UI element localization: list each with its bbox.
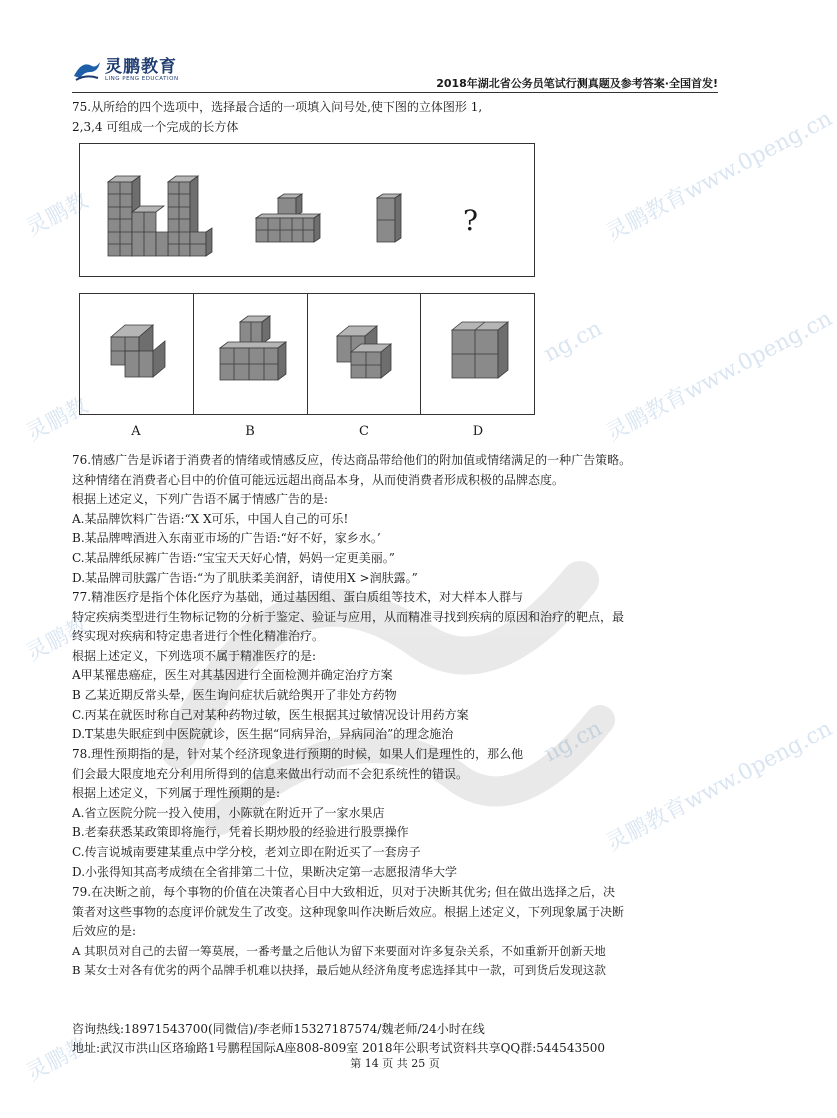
q77-option: B 乙某近期反常头晕，医生询问症状后就给舆开了非处方药物 [72,687,397,702]
page-footer [72,1020,732,1058]
q77-line: 特定疾病类型进行生物标记物的分析于鉴定、验证与应用，从而精准寻找到疾病的原因和治疗的靶点，最 [72,609,625,624]
header-title: 2018年湖北省公务员笔试行测真题及参考答案·全国首发! [436,77,718,90]
q79-line: 策者对这些事物的态度评价就发生了改变。这种现象叫作决断后效应。根据上述定义，下列现象属于决断 [72,904,625,919]
option-c-shape-icon [333,322,399,382]
cube-figure-3-icon [375,192,405,246]
question-mark: ? [463,204,479,237]
q76-line: 76.情感广告是诉诸于消费者的情绪或情感反应，传达商品带给他们的附加值或情绪满足的一种广告策略。 [72,453,632,467]
cube-figure-2-icon [254,192,330,246]
question-78 [72,745,726,882]
option-a-shape-icon [107,319,169,381]
option-label-a[interactable]: A [131,424,141,439]
q76-line: 这种情绪在消费者心目中的价值可能远远超出商品本身，从而使消费者形成积极的品牌态度。 [72,472,565,487]
q78-line: 们会最大限度地充分利用所得到的信息来做出行动而不会犯系统性的错误。 [72,766,469,781]
option-label-b[interactable]: B [245,424,255,439]
q78-option: C.传言说城南要建某重点中学分校，老刘立即在附近买了一套房子 [72,844,421,859]
question-76 [72,451,726,588]
q76-option: B.某品牌啤酒进入东南亚市场的广告语:“好不好，家乡水。’ [72,531,381,546]
q75-option-labels [79,424,535,439]
watermark: 灵鹏教 [22,613,93,667]
page-number: 第 14 页 共 25 页 [350,1057,440,1070]
watermark: 灵鹏教 [22,188,93,242]
q75-question-figure [79,143,535,277]
q75-line: 2,3,4 可组成一个完成的长方体 [72,119,239,134]
q77-line: 终实现对疾病和特定患者进行个性化精准治疗。 [72,629,325,644]
q78-line: 根据上述定义，下列属于理性预期的是: [72,786,281,801]
q79-line: 79.在决断之前，每个事物的价值在决策者心目中大致相近，贝对于决断其优劣; 但在做出选择之后，决 [72,885,615,899]
q77-line: 根据上述定义，下列选项不属于精准医疗的是: [72,648,317,663]
q75-line: 75.从所给的四个选项中，选择最合适的一项填入问号处,使下图的立体图形 1, [72,100,483,114]
option-c-figure[interactable] [308,294,422,414]
watermark: ng.cn [540,716,607,768]
q78-option: A.省立医院分院一投入使用，小陈就在附近开了一家水果店 [72,805,385,820]
bird-logo-icon [72,58,102,82]
logo-subtitle: LING PENG EDUCATION [105,75,179,82]
q77-line: 77.精准医疗是指个体化医疗为基础，通过基因组、蛋白质组等技术，对大样本人群与 [72,590,524,604]
option-label-c[interactable]: C [359,424,369,439]
watermark: 灵鹏教育www.0peng.cn [602,106,837,247]
q77-option: D.T某患失眠症到中医院就诊，医生据“同病异治，异病同治”的理念施治 [72,727,454,742]
logo [72,58,179,82]
option-label-d[interactable]: D [472,424,484,439]
q76-option: D.某品牌司肤露广告语:“为了肌肤柔美润舒，请使用X >润肤露。” [72,570,418,585]
q78-option: B.老秦获悉某政策即将施行，凭着长期炒股的经验进行股票操作 [72,825,409,840]
q79-line: 后效应的是: [72,924,137,939]
q77-option: C.丙某在就医时称自己对某种药物过敏，医生根据其过敏情况设计用药方案 [72,707,469,722]
watermark: 灵鹏教 [22,393,93,447]
q78-line: 78.理性预期指的是，针对某个经济现象进行预期的时候，如果人们是理性的，那么他 [72,747,524,761]
watermark: 灵鹏教 [22,1033,93,1087]
page-header [72,58,718,93]
option-a-figure[interactable] [80,294,194,414]
watermark: 灵鹏教育www.0peng.cn [602,716,837,857]
question-75 [72,98,726,137]
q79-option: A 其职员对自己的去留一筹莫展，一番考量之后他认为留下来要面对许多复杂关系，不如重新开创新天地 [72,943,606,958]
watermark: 灵鹏教育www.0peng.cn [602,306,837,447]
q77-option: A甲某罹患癌症，医生对其基因进行全面检测并确定治疗方案 [72,668,393,683]
question-77 [72,588,726,745]
q75-options-figure [79,293,535,415]
contact-line: 咨询热线:18971543700(同微信)/李老师15327187574/魏老师/24小时在线 [72,1022,485,1036]
watermark: ng.cn [540,316,607,368]
option-d-shape-icon [448,318,514,384]
q76-option: C.某品牌纸尿裤广告语:“宝宝天天好心情，妈妈一定更美丽。” [72,550,395,565]
cube-figure-1-icon [102,172,214,262]
q78-option: D.小张得知其高考成绩在全省排第二十位，果断决定第一志愿报清华大学 [72,864,458,879]
option-b-figure[interactable] [194,294,308,414]
q76-option: A.某品牌饮料广告语:“X X可乐，中国人自己的可乐! [72,511,349,526]
logo-name: 灵鹏教育 [105,56,177,77]
q76-line: 根据上述定义，下列广告语不属于情感广告的是: [72,492,329,507]
q79-option: B 某女士对各有优劣的两个品牌手机难以抉择，最后她从经济角度考虑选择其中一款，可到货后发现这款 [72,963,606,978]
option-d-figure[interactable] [421,294,534,414]
option-b-shape-icon [216,314,290,384]
question-79 [72,883,726,981]
address-line: 地址:武汉市洪山区珞瑜路1号鹏程国际A座808-809室 2018年公职考试资料共享QQ群:544543500 [72,1041,605,1055]
